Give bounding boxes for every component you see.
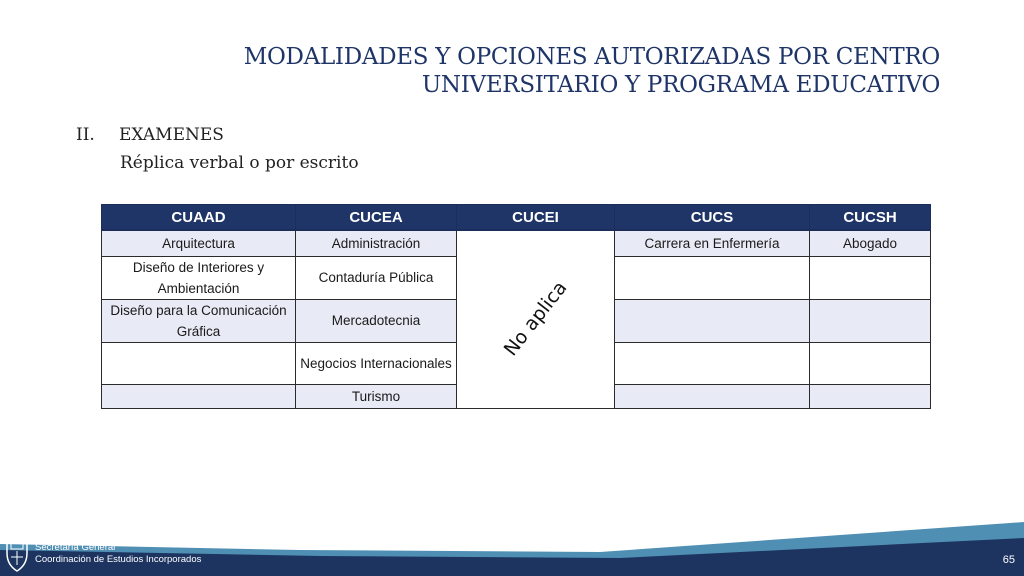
table-cell: Carrera en Enfermería <box>615 230 810 256</box>
university-crest-icon <box>3 529 31 573</box>
no-aplica-label: No aplica <box>499 277 571 361</box>
footer-institution <box>35 542 201 566</box>
table-cell <box>810 342 931 384</box>
page-title <box>244 43 940 99</box>
header-cucsh: CUCSH <box>810 205 931 231</box>
table-cell <box>102 342 296 384</box>
table-cell: Administración <box>296 230 457 256</box>
table-cell: Mercadotecnia <box>296 299 457 342</box>
header-cuaad: CUAAD <box>102 205 296 231</box>
table-header-row <box>102 205 931 231</box>
table-cell: Turismo <box>296 384 457 408</box>
table-cell: Diseño de Interiores y Ambientación <box>102 256 296 299</box>
table-cell <box>810 256 931 299</box>
table-cell: Arquitectura <box>102 230 296 256</box>
section-title: EXAMENES <box>119 125 224 145</box>
section-subtitle: Réplica verbal o por escrito <box>120 153 359 173</box>
table-cell <box>615 342 810 384</box>
table-cell <box>810 384 931 408</box>
table-cell <box>615 256 810 299</box>
table-cell <box>615 299 810 342</box>
table-cell <box>810 299 931 342</box>
programs-table <box>101 204 931 409</box>
table-cell: Negocios Internacionales <box>296 342 457 384</box>
page-title-line-2: UNIVERSITARIO Y PROGRAMA EDUCATIVO <box>421 72 940 98</box>
footer-line-1: Secretaría General <box>35 542 116 553</box>
page-title-line-1: MODALIDADES Y OPCIONES AUTORIZADAS POR CENTRO <box>243 44 940 70</box>
header-cucea: CUCEA <box>296 205 457 231</box>
cucei-no-aplica-cell <box>457 230 615 408</box>
table-cell <box>102 384 296 408</box>
header-cucs: CUCS <box>615 205 810 231</box>
table-row <box>102 230 931 256</box>
footer-line-2: Coordinación de Estudios Incorporados <box>35 554 202 565</box>
header-cucei: CUCEI <box>457 205 615 231</box>
table-cell: Contaduría Pública <box>296 256 457 299</box>
section-number: II. <box>76 125 95 145</box>
page-number: 65 <box>1002 554 1015 566</box>
table-cell: Diseño para la Comunicación Gráfica <box>102 299 296 342</box>
table-cell <box>615 384 810 408</box>
table-cell: Abogado <box>810 230 931 256</box>
